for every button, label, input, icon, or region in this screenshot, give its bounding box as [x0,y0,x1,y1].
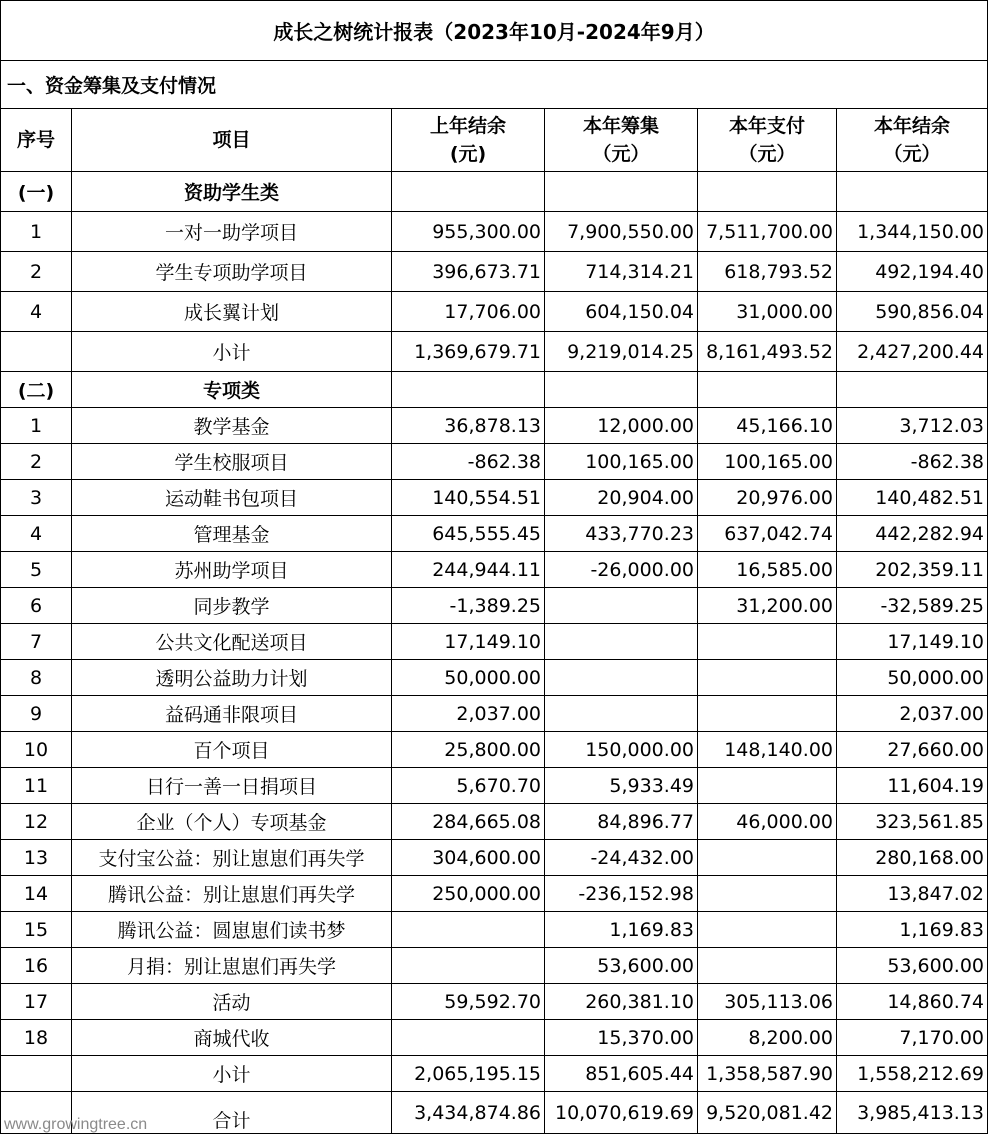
row-prev: 17,706.00 [392,292,545,332]
row-balance: 13,847.02 [837,876,988,912]
row-no: 18 [1,1020,72,1056]
row-no: 13 [1,840,72,876]
row-raised: 100,165.00 [545,444,698,480]
row-raised: 15,370.00 [545,1020,698,1056]
row-no: 17 [1,984,72,1020]
group-name: 专项类 [72,372,392,408]
row-raised: 7,900,550.00 [545,212,698,252]
subtotal-paid: 1,358,587.90 [698,1056,837,1092]
row-item: 学生专项助学项目 [72,252,392,292]
row-balance: 50,000.00 [837,660,988,696]
table-row [1,660,988,696]
row-balance: 442,282.94 [837,516,988,552]
row-item: 益码通非限项目 [72,696,392,732]
total-prev: 3,434,874.86 [392,1092,545,1134]
row-prev: 955,300.00 [392,212,545,252]
row-balance: 492,194.40 [837,252,988,292]
subtotal-balance: 1,558,212.69 [837,1056,988,1092]
row-no: 11 [1,768,72,804]
row-paid: 7,511,700.00 [698,212,837,252]
header-raised: 本年筹集 （元） [545,109,698,172]
row-paid: 100,165.00 [698,444,837,480]
row-balance: -32,589.25 [837,588,988,624]
row-prev: 250,000.00 [392,876,545,912]
subtotal-row [1,332,988,372]
header-balance: 本年结余 （元） [837,109,988,172]
row-balance: 3,712.03 [837,408,988,444]
row-item: 企业（个人）专项基金 [72,804,392,840]
row-item: 商城代收 [72,1020,392,1056]
row-raised: 433,770.23 [545,516,698,552]
row-prev: 396,673.71 [392,252,545,292]
total-paid: 9,520,081.42 [698,1092,837,1134]
row-prev: 304,600.00 [392,840,545,876]
row-item: 透明公益助力计划 [72,660,392,696]
table-row [1,516,988,552]
total-raised: 10,070,619.69 [545,1092,698,1134]
row-raised: -24,432.00 [545,840,698,876]
row-prev: 2,037.00 [392,696,545,732]
row-raised [545,696,698,732]
report-title: 成长之树统计报表（2023年10月-2024年9月） [1,1,988,61]
row-raised: 12,000.00 [545,408,698,444]
row-raised: 53,600.00 [545,948,698,984]
row-item: 公共文化配送项目 [72,624,392,660]
row-item: 教学基金 [72,408,392,444]
row-balance: 11,604.19 [837,768,988,804]
header-paid: 本年支付 （元） [698,109,837,172]
row-raised: 84,896.77 [545,804,698,840]
row-paid [698,912,837,948]
table-row [1,804,988,840]
row-no: 5 [1,552,72,588]
subtotal-no [1,1056,72,1092]
row-balance: 17,149.10 [837,624,988,660]
row-no: 3 [1,480,72,516]
row-no: 7 [1,624,72,660]
row-raised [545,588,698,624]
table-row [1,252,988,292]
row-no: 4 [1,516,72,552]
row-balance: 140,482.51 [837,480,988,516]
table-row [1,624,988,660]
row-paid: 305,113.06 [698,984,837,1020]
row-balance: -862.38 [837,444,988,480]
total-balance: 3,985,413.13 [837,1092,988,1134]
table-row [1,696,988,732]
table-row [1,408,988,444]
row-paid [698,948,837,984]
row-balance: 590,856.04 [837,292,988,332]
row-prev [392,948,545,984]
table-row [1,732,988,768]
row-no: 15 [1,912,72,948]
subtotal-row [1,1056,988,1092]
row-item: 月捐：别让崽崽们再失学 [72,948,392,984]
row-raised [545,624,698,660]
table-row [1,292,988,332]
row-prev [392,912,545,948]
row-prev: 25,800.00 [392,732,545,768]
row-item: 学生校服项目 [72,444,392,480]
row-balance: 1,344,150.00 [837,212,988,252]
row-paid: 148,140.00 [698,732,837,768]
row-item: 运动鞋书包项目 [72,480,392,516]
row-paid [698,696,837,732]
row-prev: -1,389.25 [392,588,545,624]
row-raised: 714,314.21 [545,252,698,292]
row-paid: 637,042.74 [698,516,837,552]
row-paid: 618,793.52 [698,252,837,292]
row-paid [698,660,837,696]
row-item: 百个项目 [72,732,392,768]
row-prev: -862.38 [392,444,545,480]
group-no: (一) [1,172,72,212]
header-no: 序号 [1,109,72,172]
row-no: 14 [1,876,72,912]
row-balance: 53,600.00 [837,948,988,984]
row-prev: 59,592.70 [392,984,545,1020]
header-item: 项目 [72,109,392,172]
row-paid: 45,166.10 [698,408,837,444]
row-item: 一对一助学项目 [72,212,392,252]
row-item: 管理基金 [72,516,392,552]
row-prev: 284,665.08 [392,804,545,840]
table-row [1,444,988,480]
row-prev [392,1020,545,1056]
row-balance: 27,660.00 [837,732,988,768]
table-row [1,1020,988,1056]
row-paid [698,624,837,660]
group-no: (二) [1,372,72,408]
row-no: 1 [1,408,72,444]
total-row [1,1092,988,1134]
row-balance: 14,860.74 [837,984,988,1020]
table-row [1,948,988,984]
row-balance: 323,561.85 [837,804,988,840]
table-header-row [1,109,988,172]
row-no: 10 [1,732,72,768]
watermark: www.growingtree.cn [4,1116,148,1133]
row-paid: 20,976.00 [698,480,837,516]
row-no: 16 [1,948,72,984]
table-row [1,768,988,804]
row-paid [698,768,837,804]
row-no: 6 [1,588,72,624]
row-paid [698,840,837,876]
table-row [1,840,988,876]
row-raised: -26,000.00 [545,552,698,588]
row-paid: 46,000.00 [698,804,837,840]
row-no: 2 [1,252,72,292]
group-heading-row [1,372,988,408]
row-prev: 645,555.45 [392,516,545,552]
subtotal-label: 小计 [72,332,392,372]
table-row [1,588,988,624]
table-row [1,552,988,588]
row-no: 9 [1,696,72,732]
row-prev: 244,944.11 [392,552,545,588]
row-no: 2 [1,444,72,480]
row-item: 日行一善一日捐项目 [72,768,392,804]
row-paid: 31,200.00 [698,588,837,624]
total-label: 合计 [72,1092,392,1134]
row-no: 1 [1,212,72,252]
row-paid: 16,585.00 [698,552,837,588]
subtotal-prev: 2,065,195.15 [392,1056,545,1092]
subtotal-paid: 8,161,493.52 [698,332,837,372]
row-raised: -236,152.98 [545,876,698,912]
row-prev: 36,878.13 [392,408,545,444]
row-item: 支付宝公益：别让崽崽们再失学 [72,840,392,876]
table-row [1,912,988,948]
row-prev: 140,554.51 [392,480,545,516]
row-no: 12 [1,804,72,840]
row-prev: 50,000.00 [392,660,545,696]
row-item: 同步教学 [72,588,392,624]
row-raised: 20,904.00 [545,480,698,516]
row-paid [698,876,837,912]
row-prev: 17,149.10 [392,624,545,660]
row-item: 腾讯公益：别让崽崽们再失学 [72,876,392,912]
row-item: 苏州助学项目 [72,552,392,588]
row-item: 活动 [72,984,392,1020]
row-prev: 5,670.70 [392,768,545,804]
row-balance: 280,168.00 [837,840,988,876]
table-row [1,212,988,252]
subtotal-prev: 1,369,679.71 [392,332,545,372]
group-heading-row [1,172,988,212]
section-heading: 一、资金筹集及支付情况 [1,61,988,109]
group-name: 资助学生类 [72,172,392,212]
row-raised [545,660,698,696]
subtotal-balance: 2,427,200.44 [837,332,988,372]
row-item: 腾讯公益：圆崽崽们读书梦 [72,912,392,948]
subtotal-label: 小计 [72,1056,392,1092]
table-row [1,876,988,912]
row-raised: 260,381.10 [545,984,698,1020]
subtotal-raised: 851,605.44 [545,1056,698,1092]
row-balance: 1,169.83 [837,912,988,948]
row-raised: 150,000.00 [545,732,698,768]
subtotal-raised: 9,219,014.25 [545,332,698,372]
row-raised: 604,150.04 [545,292,698,332]
row-no: 8 [1,660,72,696]
row-balance: 202,359.11 [837,552,988,588]
header-prev-balance: 上年结余 (元) [392,109,545,172]
row-item: 成长翼计划 [72,292,392,332]
row-paid: 8,200.00 [698,1020,837,1056]
row-raised: 1,169.83 [545,912,698,948]
row-balance: 7,170.00 [837,1020,988,1056]
table-row [1,984,988,1020]
row-raised: 5,933.49 [545,768,698,804]
table-row [1,480,988,516]
row-no: 4 [1,292,72,332]
row-paid: 31,000.00 [698,292,837,332]
row-balance: 2,037.00 [837,696,988,732]
